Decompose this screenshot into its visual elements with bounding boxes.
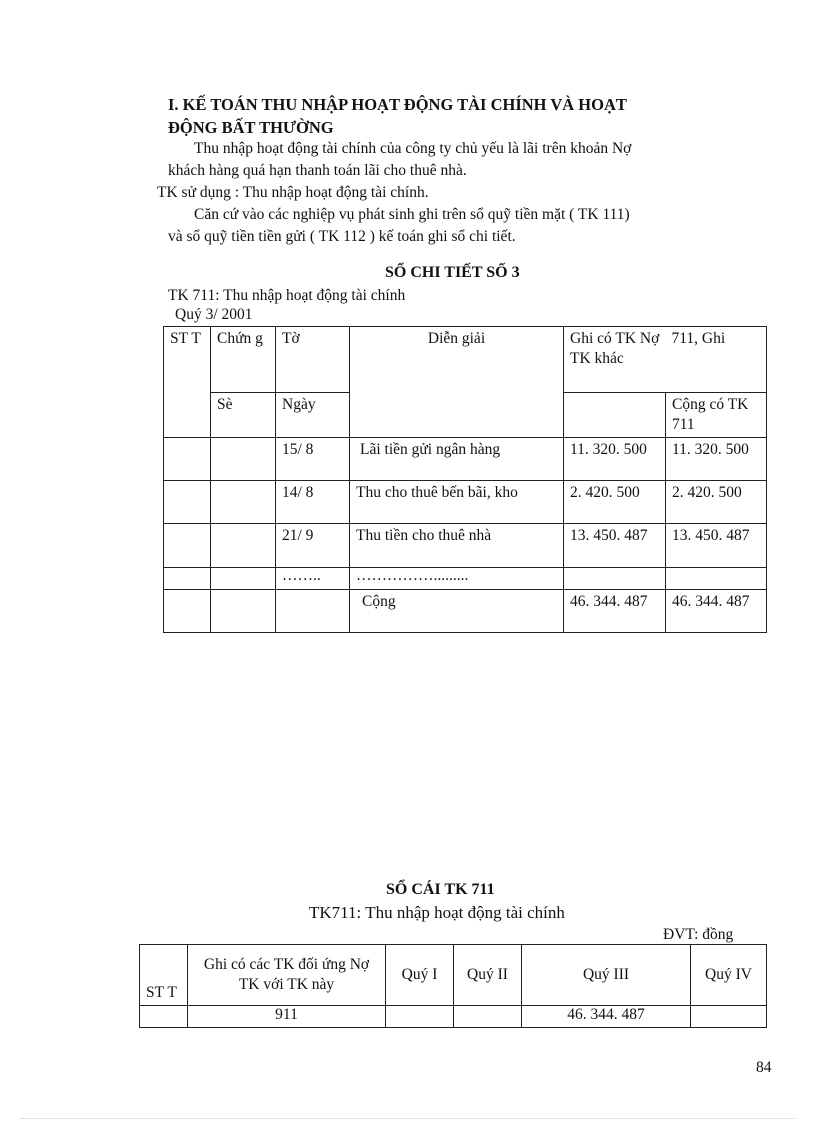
gl-header-q3: Quý III (522, 945, 691, 1006)
row-total-credit: 46. 344. 487 (666, 590, 767, 633)
gl-row-q2 (454, 1006, 522, 1028)
header-cong-co: Cộng có TK 711 (666, 393, 767, 438)
header-ghi-co: Ghi có TK Nợ TK khác (564, 327, 666, 393)
table-row (140, 1006, 767, 1028)
gl-row-q1 (386, 1006, 454, 1028)
row-debit: 11. 320. 500 (564, 438, 666, 481)
row-description: Lãi tiền gửi ngân hàng (350, 438, 564, 481)
row-credit-total: 11. 320. 500 (666, 438, 767, 481)
basis-paragraph-line2: và sổ quỹ tiền tiền gửi ( TK 112 ) kế toán ghi sổ chi tiết. (168, 228, 516, 245)
account-used-text: TK sử dụng : Thu nhập hoạt động tài chính. (157, 184, 429, 201)
table-row (164, 568, 767, 590)
row-date: 21/ 9 (276, 524, 350, 568)
row-credit-total: 13. 450. 487 (666, 524, 767, 568)
gl-header-q2: Quý II (454, 945, 522, 1006)
table-row (164, 524, 767, 568)
header-to: Tờ (276, 327, 350, 393)
row-description: Thu tiền cho thuê nhà (350, 524, 564, 568)
row-date: 15/ 8 (276, 438, 350, 481)
general-ledger-unit: ĐVT: đồng (663, 926, 734, 943)
header-blank (564, 393, 666, 438)
table-row (164, 438, 767, 481)
general-ledger-account: TK711: Thu nhập hoạt động tài chính (309, 903, 565, 922)
gl-row-q3: 46. 344. 487 (522, 1006, 691, 1028)
section-heading-line1: I. KẾ TOÁN THU NHẬP HOẠT ĐỘNG TÀI CHÍNH VÀ HOẠT (168, 95, 627, 114)
gl-header-stt: ST T (140, 945, 188, 1006)
row-total-debit: 46. 344. 487 (564, 590, 666, 633)
row-debit: 13. 450. 487 (564, 524, 666, 568)
detail-ledger-table (163, 326, 767, 633)
gl-header-q4: Quý IV (691, 945, 767, 1006)
row-description: ……………......... (350, 568, 564, 590)
section-heading-line2: ĐỘNG BẤT THƯỜNG (168, 118, 334, 137)
gl-row-q4 (691, 1006, 767, 1028)
header-chung-tu: Chứn g (211, 327, 276, 393)
table-row-total (164, 590, 767, 633)
gl-row-stt (140, 1006, 188, 1028)
header-stt: ST T (164, 327, 211, 438)
general-ledger-title: SỔ CÁI TK 711 (386, 881, 495, 898)
row-debit: 2. 420. 500 (564, 481, 666, 524)
row-date: …….. (276, 568, 350, 590)
header-dien-giai: Diễn giải (350, 327, 564, 438)
gl-header-account: Ghi có các TK đối ứng Nợ TK với TK này (188, 945, 386, 1006)
detail-ledger-title: SỔ CHI TIẾT SỐ 3 (385, 264, 520, 281)
gl-row-account: 911 (188, 1006, 386, 1028)
page-number: 84 (756, 1059, 772, 1076)
header-ngay: Ngày (276, 393, 350, 438)
intro-paragraph-line1: Thu nhập hoạt động tài chính của công ty chủ yếu là lãi trên khoản Nợ (194, 140, 632, 157)
header-so: Sè (211, 393, 276, 438)
basis-paragraph-line1: Căn cứ vào các nghiệp vụ phát sinh ghi trên sổ quỹ tiền mặt ( TK 111) (194, 206, 630, 223)
table-row (164, 481, 767, 524)
detail-ledger-account: TK 711: Thu nhập hoạt động tài chính (168, 287, 406, 304)
header-ghi-co-cont: 711, Ghi (666, 327, 767, 393)
general-ledger-table (139, 944, 767, 1028)
footer-divider (20, 1118, 796, 1119)
detail-ledger-period: Quý 3/ 2001 (175, 306, 253, 323)
intro-paragraph-line2: khách hàng quá hạn thanh toán lãi cho thuê nhà. (168, 162, 467, 179)
row-date: 14/ 8 (276, 481, 350, 524)
gl-header-q1: Quý I (386, 945, 454, 1006)
row-total-label: Cộng (350, 590, 564, 633)
row-credit-total: 2. 420. 500 (666, 481, 767, 524)
row-description: Thu cho thuê bến bãi, kho (350, 481, 564, 524)
